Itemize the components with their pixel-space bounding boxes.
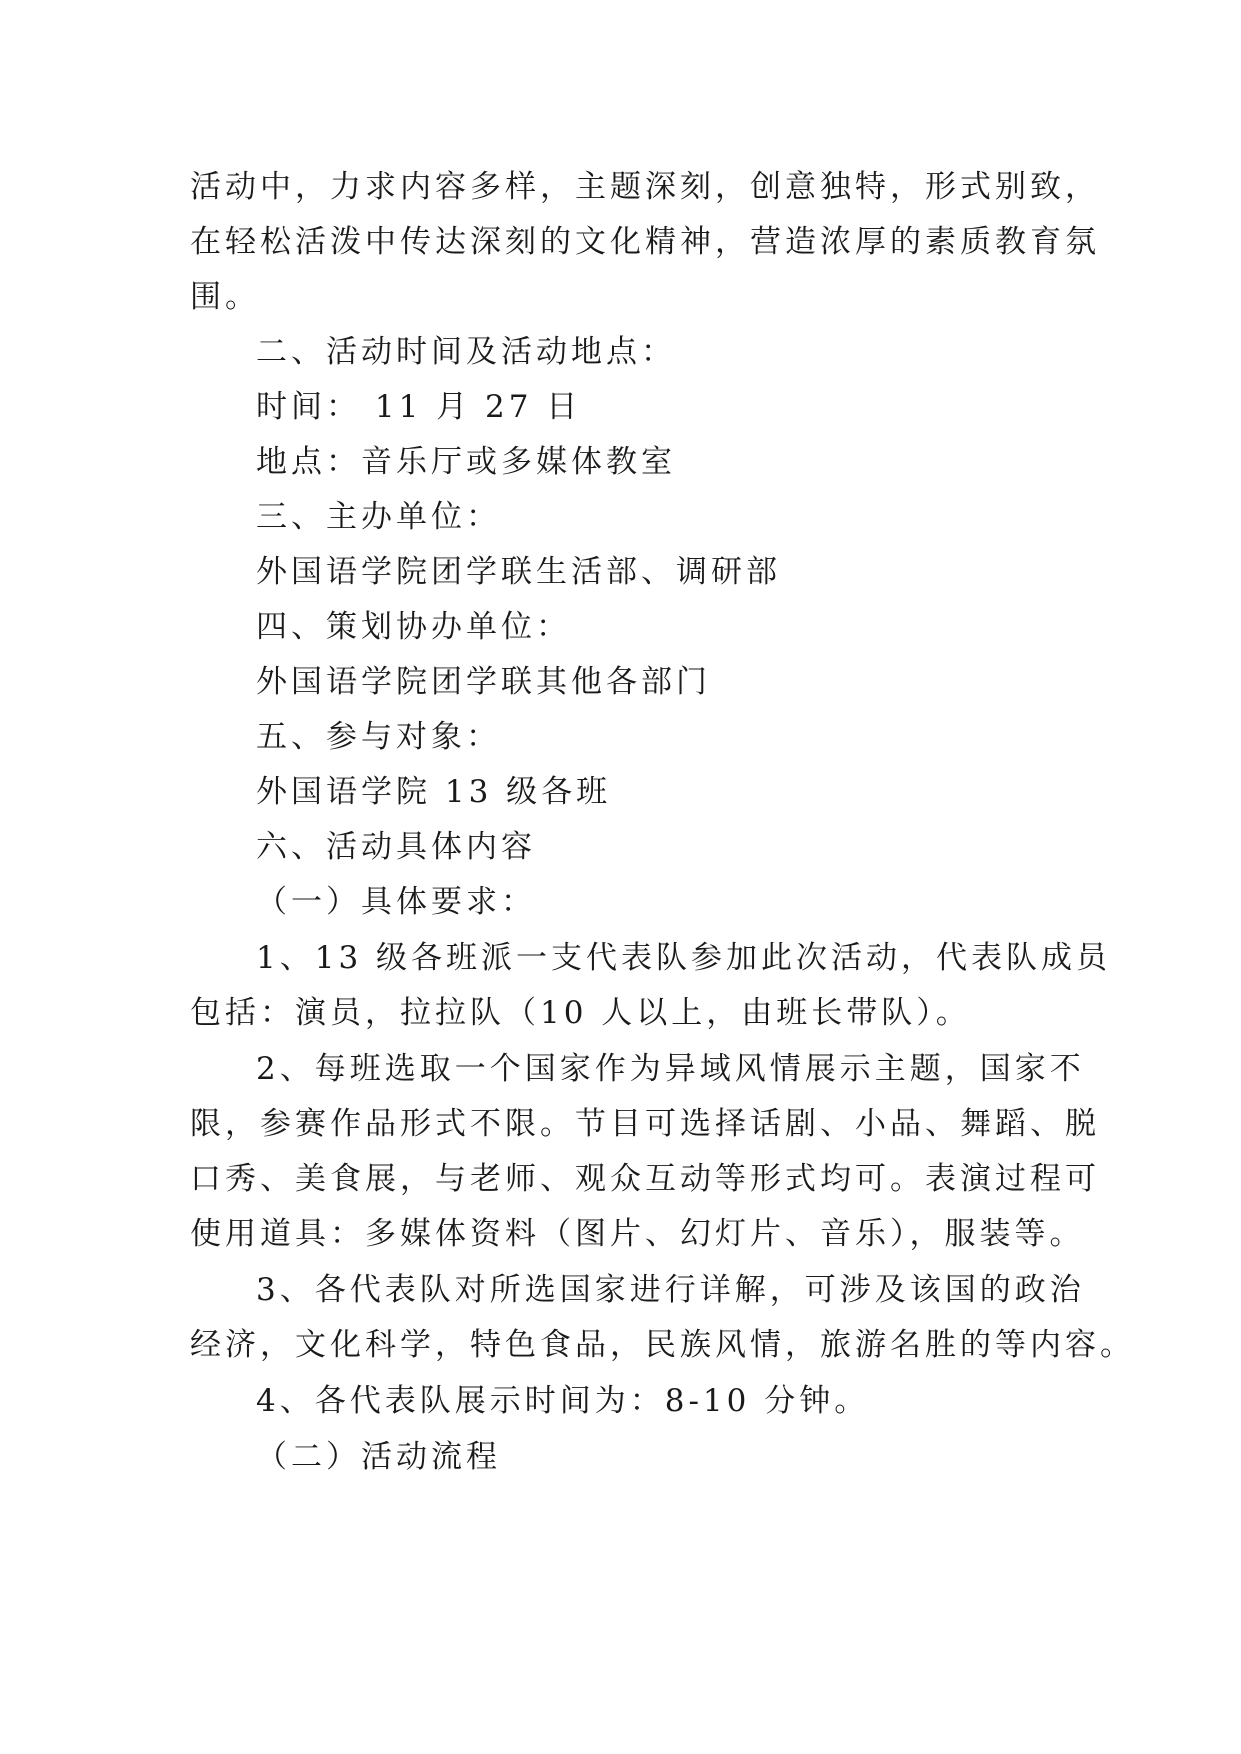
time-line: 时间： 11 月 27 日	[256, 389, 582, 425]
requirement-1-line: 包括：演员，拉拉队（10 人以上，由班长带队）。	[190, 995, 971, 1031]
requirement-1-line: 1、13 级各班派一支代表队参加此次活动，代表队成员	[256, 940, 1112, 976]
participants-line: 外国语学院 13 级各班	[256, 774, 612, 810]
section-heading-content: 六、活动具体内容	[256, 829, 536, 865]
requirement-2-line: 限，参赛作品形式不限。节目可选择话剧、小品、舞蹈、脱	[190, 1106, 1100, 1142]
paragraph-line: 在轻松活泼中传达深刻的文化精神，营造浓厚的素质教育氛	[190, 224, 1100, 260]
paragraph-line: 活动中，力求内容多样，主题深刻，创意独特，形式别致，	[190, 169, 1100, 205]
requirement-3-line: 3、各代表队对所选国家进行详解，可涉及该国的政治	[256, 1272, 1085, 1308]
requirement-3-line: 经济，文化科学，特色食品，民族风情，旅游名胜的等内容。	[190, 1327, 1135, 1363]
organizer-line: 外国语学院团学联生活部、调研部	[256, 554, 781, 590]
section-heading-participants: 五、参与对象：	[256, 719, 501, 755]
section-heading-co-organizer: 四、策划协办单位：	[256, 609, 571, 645]
subsection-heading-process: （二）活动流程	[256, 1439, 501, 1475]
requirement-2-line: 2、每班选取一个国家作为异域风情展示主题，国家不	[256, 1051, 1085, 1087]
place-line: 地点：音乐厅或多媒体教室	[256, 444, 676, 480]
requirement-2-line: 使用道具：多媒体资料（图片、幻灯片、音乐），服装等。	[190, 1216, 1085, 1252]
paragraph-line: 围。	[190, 279, 260, 315]
requirement-4-line: 4、各代表队展示时间为：8-10 分钟。	[256, 1383, 870, 1419]
requirement-2-line: 口秀、美食展，与老师、观众互动等形式均可。表演过程可	[190, 1161, 1100, 1197]
section-heading-time-place: 二、活动时间及活动地点：	[256, 334, 676, 370]
co-organizer-line: 外国语学院团学联其他各部门	[256, 664, 711, 700]
subsection-heading-requirements: （一）具体要求：	[256, 884, 536, 920]
section-heading-organizer: 三、主办单位：	[256, 499, 501, 535]
